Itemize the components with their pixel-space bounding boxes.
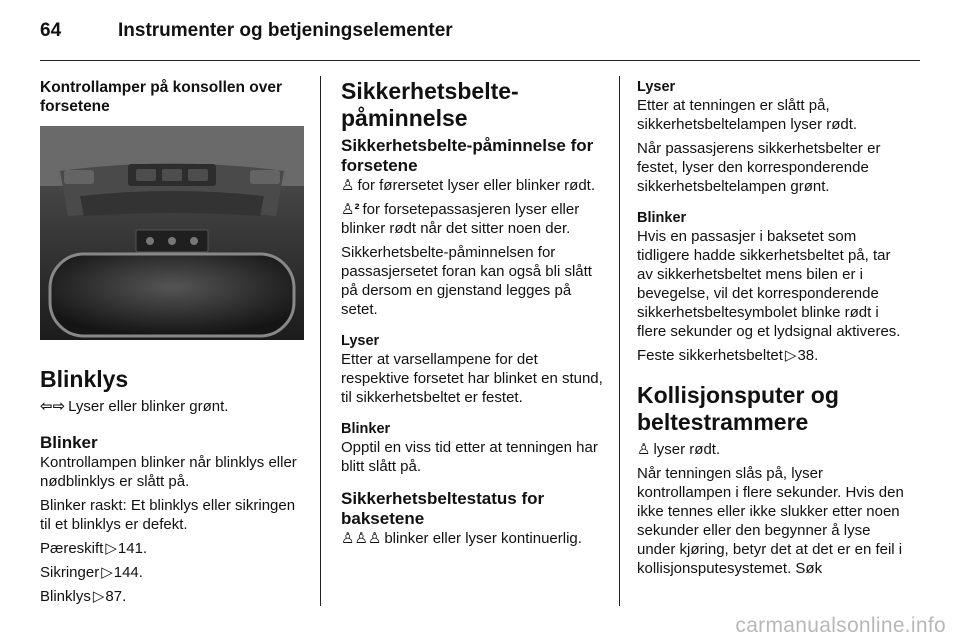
- ref-line-1: Pæreskift ▷141.: [40, 540, 148, 557]
- section-heading-console-lamps: Kontrollamper på konsollen over forsetene: [40, 79, 283, 115]
- lyser-paragraph-2: Når passasjerens sikkerhetsbelter er festet, lyser den korresponderende sikkerhetsbeltelampen grønt.: [637, 140, 881, 195]
- ref-line-3: Blinklys ▷87.: [40, 588, 127, 605]
- subheading-blinker: Blinker: [40, 433, 98, 452]
- driver-seat-line: ♙ for førersetet lyser eller blinker rødt.: [341, 177, 596, 194]
- blinker-paragraph-2: Blinker raskt: Et blinklys eller sikringen til et blinklys er defekt.: [40, 497, 296, 533]
- subheading-rear-seat-status: Sikkerhetsbeltestatus for baksetene: [341, 489, 545, 528]
- subheading-blinker: Blinker: [341, 421, 391, 437]
- passenger-object-note: Sikkerhetsbelte-påminnelsen for passasjersetet foran kan også bli slått på dersom en gjenstand legges på setet.: [341, 244, 592, 318]
- lyser-text: Etter at tenningen er slått på, sikkerhetsbeltelampen lyser rødt.: [637, 97, 858, 133]
- arrow-ref-icon: ▷: [105, 540, 117, 557]
- header-rule: [40, 60, 920, 61]
- page-header: [40, 0, 920, 60]
- lyser-text: Etter at varsellampene for det respektive forsetet har blinket en stund, til sikkerhetsbeltet er festet.: [341, 351, 603, 406]
- airbag-text: Når tenningen slås på, lyser kontrollampen i flere sekunder. Hvis den ikke tennes eller ikke slukker etter noen sekunder eller den begynner å lyse under kjøring, betyr det at det er en feil i kollisjonsputesystemet. Søk: [637, 465, 904, 577]
- passenger-seat-line: ♙² for forsetepassasjeren lyser eller blinker rødt når det sitter noen der.: [341, 201, 580, 237]
- subheading-blinker: Blinker: [637, 210, 687, 226]
- arrow-ref-icon: ▷: [92, 588, 105, 605]
- column-1: [40, 78, 304, 611]
- column-divider-1: [320, 76, 321, 606]
- section-title-blinklys: Blinklys: [40, 366, 129, 392]
- blinker-text: Hvis en passasjer i baksetet som tidligere hadde sikkerhetsbeltet på, tar av sikkerhetsbeltet mens bilen er i bevegelse, vil det korresponderende sikkerhetsbeltesymbolet blinke rødt i flere sekunder og et lydsignal aktiveres.: [637, 228, 901, 340]
- section-title-seatbelt-reminder: Sikkerhetsbelte-påminnelse: [341, 78, 519, 131]
- blinklys-line: ⇦⇨ Lyser eller blinker grønt.: [40, 398, 229, 415]
- blinker-text: Opptil en viss tid etter at tenningen har blitt slått på.: [341, 439, 598, 475]
- ref-line-seatbelt: Feste sikkerhetsbeltet ▷38.: [637, 347, 819, 364]
- seatbelt-passenger-icon: ♙²: [341, 201, 360, 218]
- airbag-line: ♙ lyser rødt.: [637, 441, 721, 458]
- airbag-icon: ♙: [637, 441, 651, 458]
- seatbelt-driver-icon: ♙: [341, 177, 355, 194]
- blinker-paragraph-1: Kontrollampen blinker når blinklys eller nødblinklys er slått på.: [40, 454, 297, 490]
- subheading-lyser: Lyser: [637, 79, 676, 95]
- ref-line-2: Sikringer ▷144.: [40, 564, 143, 581]
- arrow-ref-icon: ▷: [101, 564, 113, 581]
- turn-signal-arrows-icon: ⇦⇨: [40, 398, 66, 415]
- subheading-front-seats: Sikkerhetsbelte-påminnelse for forsetene: [341, 136, 594, 175]
- column-divider-2: [619, 76, 620, 606]
- subheading-lyser: Lyser: [341, 333, 380, 349]
- section-title-airbags: Kollisjonsputer og beltestrammere: [637, 382, 839, 435]
- watermark: carmanualsonline.info: [735, 614, 946, 637]
- column-3: [637, 78, 905, 583]
- overhead-console-photo: [40, 126, 304, 340]
- chapter-title: Instrumenter og betjeningselementer: [118, 20, 453, 41]
- arrow-ref-icon: ▷: [784, 347, 797, 364]
- column-2: [341, 78, 605, 553]
- rear-seat-line: ♙♙♙ blinker eller lyser kontinuerlig.: [341, 530, 582, 547]
- page-number: 64: [40, 20, 62, 41]
- seatbelt-rear-icon: ♙♙♙: [341, 530, 382, 547]
